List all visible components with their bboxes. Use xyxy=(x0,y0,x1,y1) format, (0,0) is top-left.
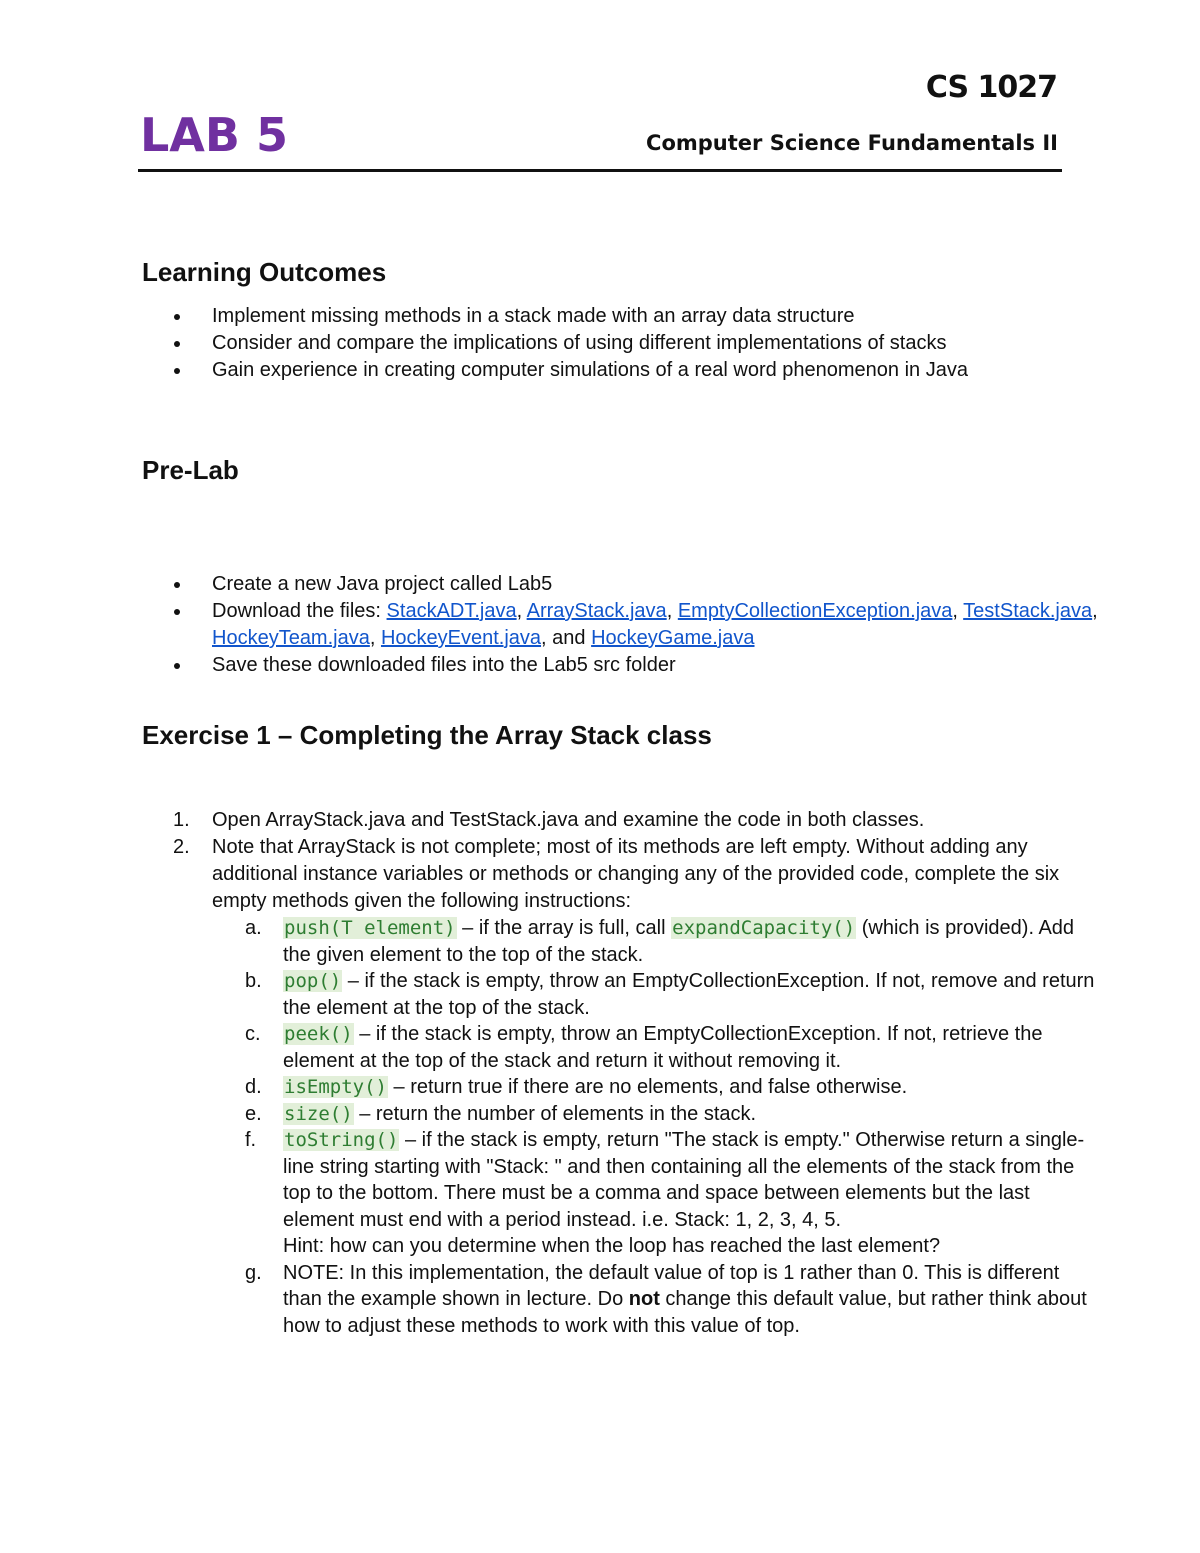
separator: , xyxy=(1092,600,1098,622)
substep-text: – if the stack is empty, return "The stack is empty." Otherwise return a single-line string starting with "Stack: " and then containing all the elements of the stack from the top to the bottom. There must be a comma and space between elements but the last element must end with a period instead. i.e. Stack: 1, 2, 3, 4, 5. xyxy=(283,1129,1085,1231)
step-number: 2. xyxy=(173,836,190,858)
substep-item xyxy=(212,1260,1100,1340)
exercise1-heading: Exercise 1 – Completing the Array Stack class xyxy=(142,720,712,750)
substep-item xyxy=(212,915,1100,968)
substep-item xyxy=(212,1127,1100,1260)
list-item xyxy=(0,303,1100,330)
link-teststack[interactable]: TestStack.java xyxy=(963,600,1093,622)
list-item-text: Implement missing methods in a stack made with an array data structure xyxy=(212,305,855,327)
list-item-text: Save these downloaded files into the Lab5 src folder xyxy=(212,654,676,676)
bullet-icon xyxy=(174,314,180,320)
substep-letter: d. xyxy=(245,1076,262,1098)
learning-outcomes-heading: Learning Outcomes xyxy=(142,257,387,287)
substep-text: (which is provided). Add the given element to the top of the stack. xyxy=(283,917,1075,966)
substep-letter: a. xyxy=(245,917,262,939)
substep-letter: f. xyxy=(245,1129,257,1151)
step-item xyxy=(0,807,1100,834)
bullet-icon xyxy=(174,341,180,347)
exercise1-steps xyxy=(0,807,1100,1339)
method-name: pop() xyxy=(284,970,342,992)
download-text: Download the files: xyxy=(212,600,387,622)
substep-letter: b. xyxy=(245,970,262,992)
method-name: peek() xyxy=(284,1023,353,1045)
list-item xyxy=(0,571,1100,598)
step-item xyxy=(0,834,1100,1339)
step-number: 1. xyxy=(173,809,190,831)
method-instructions xyxy=(212,915,1100,1339)
substep-text: – if the stack is empty, throw an EmptyCollectionException. If not, retrieve the element at the top of the stack and return it without removing it. xyxy=(283,1023,1043,1072)
substep-text: – if the array is full, call xyxy=(456,917,672,939)
substep-text: change this default value, but rather think about how to adjust these methods to work with this value of top. xyxy=(283,1288,1087,1337)
separator: , xyxy=(369,627,381,649)
bullet-icon xyxy=(174,368,180,374)
header-divider xyxy=(138,169,1062,172)
list-item xyxy=(0,330,1100,357)
separator: , and xyxy=(541,627,592,649)
link-stackadt[interactable]: StackADT.java xyxy=(386,600,517,622)
list-item xyxy=(0,357,1100,384)
substep-item xyxy=(212,1101,1100,1128)
emphasis-text: not xyxy=(628,1288,660,1310)
substep-item xyxy=(212,1021,1100,1074)
link-emptycollectionexception[interactable]: EmptyCollectionException.java xyxy=(677,600,953,622)
learning-outcomes-list xyxy=(0,303,1100,384)
substep-item xyxy=(212,968,1100,1021)
list-item-text: Gain experience in creating computer simulations of a real word phenomenon in Java xyxy=(212,359,968,381)
substep-item xyxy=(212,1074,1100,1101)
bullet-icon xyxy=(174,582,180,588)
substep-text: – return true if there are no elements, and false otherwise. xyxy=(387,1076,908,1098)
link-arraystack[interactable]: ArrayStack.java xyxy=(526,600,667,622)
separator: , xyxy=(666,600,678,622)
list-item xyxy=(0,598,1100,652)
list-item xyxy=(0,652,1100,679)
link-hockeygame[interactable]: HockeyGame.java xyxy=(591,627,755,649)
lab-title: LAB 5 xyxy=(140,108,288,162)
step-text: Note that ArrayStack is not complete; most of its methods are left empty. Without adding any additional instance variables or methods or changing any of the provided code, complete the six empty methods given the following instructions: xyxy=(212,836,1060,912)
link-hockeyevent[interactable]: HockeyEvent.java xyxy=(380,627,542,649)
link-hockeyteam[interactable]: HockeyTeam.java xyxy=(212,627,370,649)
course-name: Computer Science Fundamentals II xyxy=(646,131,1058,155)
method-name: push(T element) xyxy=(284,917,456,939)
list-item-text: Consider and compare the implications of using different implementations of stacks xyxy=(212,332,947,354)
list-item-text: Create a new Java project called Lab5 xyxy=(212,573,553,595)
course-code: CS 1027 xyxy=(925,70,1057,105)
substep-letter: c. xyxy=(245,1023,261,1045)
bullet-icon xyxy=(174,663,180,669)
hint-text: Hint: how can you determine when the loop has reached the last element? xyxy=(283,1235,941,1257)
substep-text: – return the number of elements in the stack. xyxy=(353,1102,757,1125)
bullet-icon xyxy=(174,609,180,615)
prelab-heading: Pre-Lab xyxy=(142,455,239,485)
step-text: Open ArrayStack.java and TestStack.java and examine the code in both classes. xyxy=(212,809,925,831)
method-name: size() xyxy=(284,1102,353,1125)
separator: , xyxy=(952,600,964,622)
prelab-list xyxy=(0,571,1100,679)
substep-letter: e. xyxy=(245,1102,262,1125)
substep-text: – if the stack is empty, throw an EmptyCollectionException. If not, remove and return the element at the top of the stack. xyxy=(283,970,1095,1019)
method-name: toString() xyxy=(284,1129,399,1151)
method-name: expandCapacity() xyxy=(672,917,856,939)
substep-letter: g. xyxy=(245,1261,262,1284)
method-name: isEmpty() xyxy=(284,1076,387,1098)
separator: , xyxy=(516,600,527,622)
substep-text: NOTE: In this implementation, the default value of top is 1 rather than 0. This is different than the example shown in lecture. Do xyxy=(283,1261,1060,1310)
